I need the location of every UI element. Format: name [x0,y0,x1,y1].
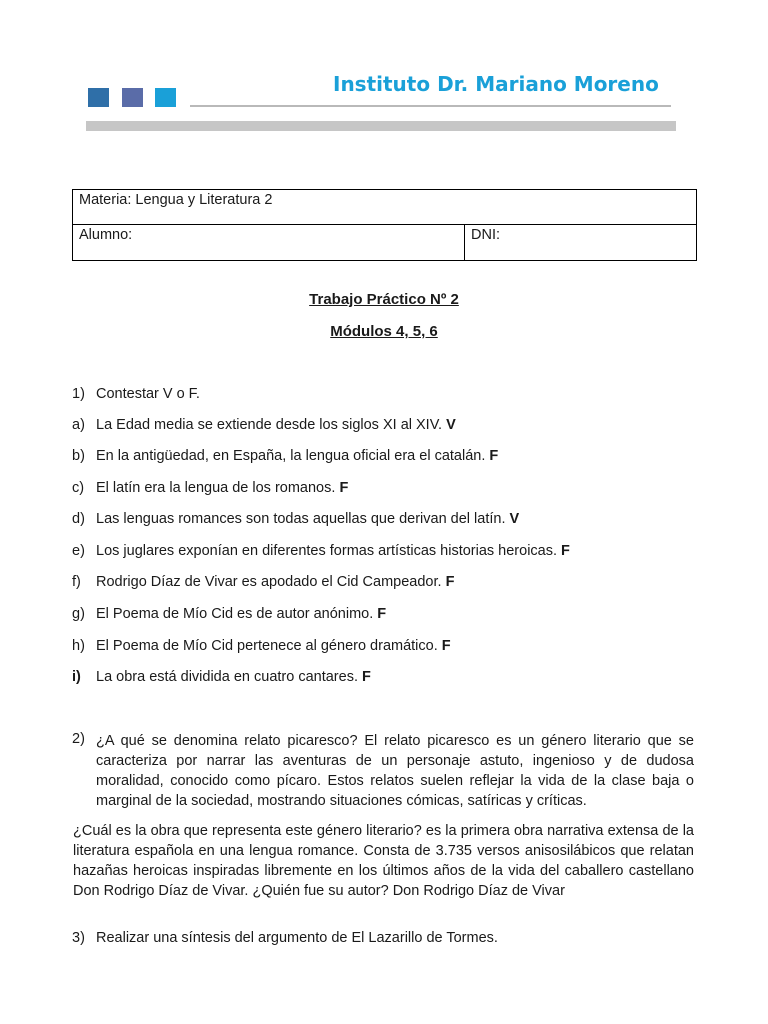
item-statement: La Edad media se extiende desde los siglos XI al XIV. [96,417,443,433]
logo-square-2 [122,88,143,107]
item-text [96,480,348,496]
item-label: d) [72,511,85,527]
dni-cell[interactable]: DNI: [465,225,697,261]
item-label: f) [72,574,81,590]
logo-square-3 [155,88,176,107]
modulos-title: Módulos 4, 5, 6 [330,323,438,340]
q3-text: Realizar una síntesis del argumento de El Lazarillo de Tormes. [96,930,498,946]
item-text [96,669,371,685]
item-text [96,638,451,654]
item-answer: F [489,448,499,464]
item-label: e) [72,543,85,559]
item-statement: El Poema de Mío Cid pertenece al género dramático. [96,638,438,654]
q2-text: ¿A qué se denomina relato picaresco? El relato picaresco es un género literario que se caracteriza por narrar las aventuras de un personaje astuto, ingenioso y de dudosa moralidad, conocido como pícaro. Estos relatos suelen reflejar la vida de la clase baja o marginal de la sociedad, mostrando situaciones cómicas, satíricas y críticas. [96,733,694,809]
item-answer: V [446,417,456,433]
item-label: c) [72,480,85,496]
item-text [96,574,454,590]
q1-prompt: Contestar V o F. [96,386,200,402]
item-text [96,448,498,464]
logo-square-1 [88,88,109,107]
item-statement: El latín era la lengua de los romanos. [96,480,336,496]
item-statement: Rodrigo Díaz de Vivar es apodado el Cid Campeador. [96,574,442,590]
student-info-table [72,189,697,261]
item-answer: F [445,574,455,590]
q2-followup: ¿Cuál es la obra que representa este género literario? es la primera obra narrativa extensa de la literatura española en una lengua romance. Consta de 3.735 versos anisosilábicos que relatan hazañas heroicas inspiradas libremente en los últimos años de la vida del caballero castellano Don Rodrigo Díaz de Vivar. ¿Quién fue su autor? Don Rodrigo Díaz de Vivar [73,823,694,899]
item-text [96,417,456,433]
item-statement: La obra está dividida en cuatro cantares. [96,669,358,685]
item-answer: F [362,669,371,685]
item-answer: F [377,606,387,622]
item-answer: F [339,480,349,496]
item-text [96,543,570,559]
item-label: b) [72,448,85,464]
item-label: a) [72,417,85,433]
q3-number: 3) [72,930,85,946]
item-answer: V [509,511,520,527]
item-label: i) [72,669,81,685]
item-text [96,606,386,622]
item-answer: F [561,543,570,559]
item-statement: En la antigüedad, en España, la lengua oficial era el catalán. [96,448,486,464]
materia-cell: Materia: Lengua y Literatura 2 [73,190,697,225]
item-statement: El Poema de Mío Cid es de autor anónimo. [96,606,374,622]
institution-name: Instituto Dr. Mariano Moreno [333,72,659,96]
item-text [96,511,519,527]
item-statement: Los juglares exponían en diferentes formas artísticas historias heroicas. [96,543,558,559]
item-label: g) [72,606,85,622]
header-bar [86,121,676,131]
tp-title: Trabajo Práctico Nº 2 [309,291,459,308]
q1-number: 1) [72,386,85,402]
item-statement: Las lenguas romances son todas aquellas que derivan del latín. [96,511,506,527]
item-label: h) [72,638,85,654]
q2-number: 2) [72,731,85,747]
alumno-cell[interactable]: Alumno: [73,225,465,261]
item-answer: F [441,638,451,654]
header-rule [190,105,671,107]
